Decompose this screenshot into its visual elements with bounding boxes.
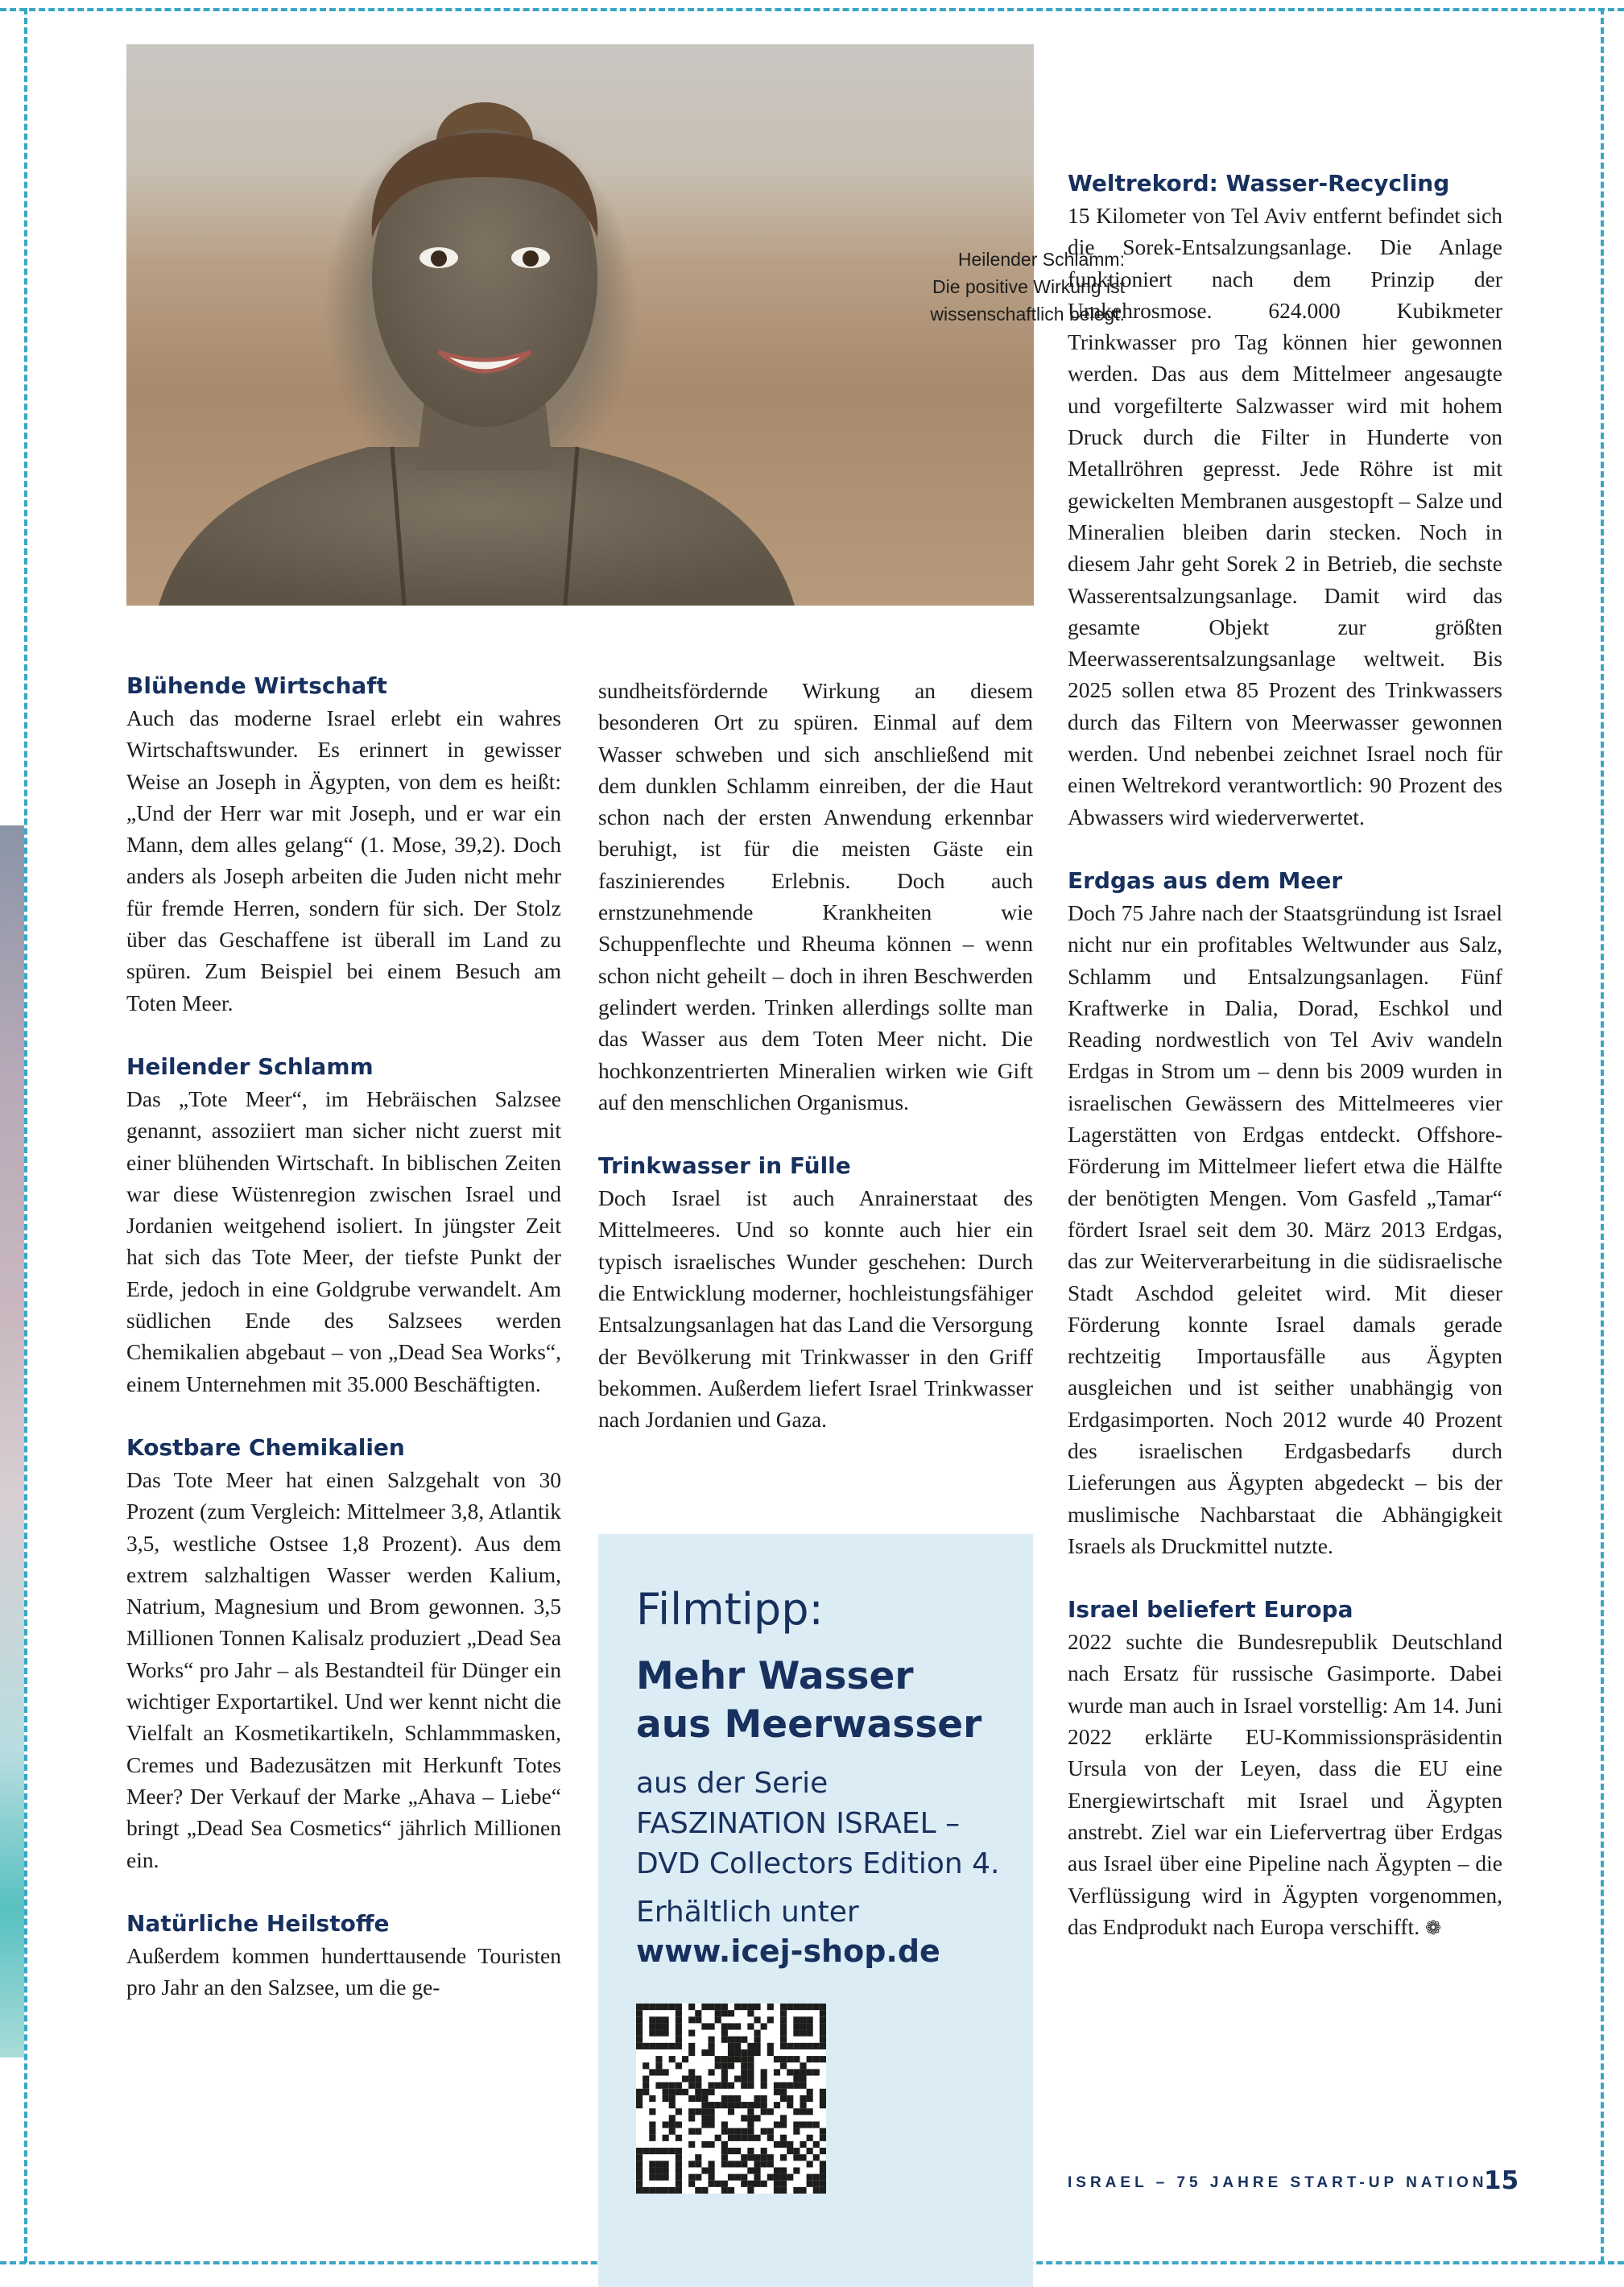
qr-code-graphic <box>636 2004 826 2194</box>
caption-line: Heilender Schlamm: <box>957 249 1125 270</box>
section-heading-israel-beliefert-europa: Israel beliefert Europa <box>1068 1596 1353 1623</box>
film-tip-label: Filmtipp: <box>636 1584 824 1635</box>
section-text: 15 Kilometer von Tel Aviv entfernt befindet sich die Sorek-Entsalzungsanlage. Die Anlage funktioniert nach dem Prinzip der Umkehrosmose. 624.000 Kubikmeter Trinkwasser pro Tag können hier gewonnen werden. Das aus dem Mittelmeer angesaugte und vorgefilterte Salzwasser wird mit hohem Druck durch die Filter in Hunderte von Metallröhren gepresst. Jede Röhre ist mit gewickelten Membranen ausgestopft – Salze und Mineralien bleiben darin stecken. Noch in diesem Jahr geht Sorek 2 in Betrieb, die sechste Wasserentsalzungsanlage. Damit wird das gesamte Objekt zur größten Meerwasserentsalzungsanlage weltweit. Bis 2025 sollen etwa 85 Prozent des Trinkwassers durch das Filtern von Meerwasser gewonnen werden. Und nebenbei zeichnet Israel noch für einen Weltrekord verantwortlich: 90 Prozent des Abwassers wird wiederverwertet. <box>1068 203 1502 829</box>
film-series <box>636 1764 1023 1884</box>
section-heading-weltrekord: Weltrekord: Wasser-Recycling <box>1068 170 1450 196</box>
section-text: Das Tote Meer hat einen Salzgehalt von 30 Prozent (zum Vergleich: Mittelmeer 3,8, Atlantik 3,5, westliche Ostsee 1,8 Prozent). Aus dem extrem salzhaltigen Wasser werden Kalium, Natrium, Magnesium und Brom gewonnen. 3,5 Millionen Tonnen Kalisalz produziert „Dead Sea Works“ pro Jahr – als Bestandteil für Dünger ein wichtiger Exportartikel. Und wer kennt nicht die Vielfalt an Kosmetikartikeln, Schlammmasken, Cremes und Badezusätzen mit Herkunft Totes Meer? Der Verkauf der Marke „Ahava – Liebe“ bringt „Dead Sea Cosmetics“ jährlich Millionen ein. <box>126 1466 561 1872</box>
section-text: Außerdem kommen hunderttausende Touristen pro Jahr an den Salzsee, um die ge- <box>126 1942 561 2000</box>
film-title-line: Mehr Wasser <box>636 1654 914 1698</box>
section-text: Auch das moderne Israel erlebt ein wahres Wirtschaftswunder. Es erinnert in gewisser Weise an Joseph in Ägypten, von dem es heißt: „Und der Herr war mit Joseph, und er war ein Mann, dem alles gelang“ (1. Mose, 39,2). Doch anders als Joseph arbeiten die Juden nicht mehr für fremde Herren, sondern für sich. Der Stolz über das Geschaffene ist überall im Land zu spüren. Zum Beispiel bei einem Besuch am Toten Meer. <box>126 705 561 1015</box>
column-middle <box>598 675 1033 1436</box>
section-text <box>1068 1626 1502 1945</box>
edge-image-strip <box>0 825 24 2057</box>
footer-publication-title: ISRAEL – 75 JAHRE START-UP NATION <box>1068 2174 1488 2191</box>
film-availability: Erhältlich unter <box>636 1896 859 1929</box>
caption-line: wissenschaftlich belegt. <box>930 304 1125 325</box>
section-text: Doch 75 Jahre nach der Staatsgründung ist Israel nicht nur ein profitables Weltwunder aus Salz, Schlamm und Entsalzungsanlagen. Fünf Kraftwerke in Dalia, Dorad, Eschkol und Reading nordwestlich von Tel Aviv wandeln Erdgas in Strom um – denn bis 2009 wurden in israelischen Gewässern des Mittelmeeres vier Lagerstätten von Erdgas entdeckt. Offshore-Förderung im Mittelmeer liefert etwa die Hälfte der benötigten Mengen. Vom Gasfeld „Tamar“ fördert Israel seit dem 30. März 2013 Erdgas, das zur Weiterverarbeitung in die südisraelische Stadt Aschdod geleitet wird. Mit dieser Förderung konnte Israel damals gerade rechtzeitig Importausfälle aus Ägypten ausgleichen und ist seither unabhängig von Erdgasimporten. Noch 2012 wurde 40 Prozent des israelischen Erdgasbedarfs durch Lieferungen aus Ägypten abgedeckt – bis der muslimische Nachbarstaat die Abhängigkeit Israels als Druckmittel nutzte. <box>1068 899 1502 1558</box>
section-heading-erdgas: Erdgas aus dem Meer <box>1068 866 1343 894</box>
section-heading-natuerliche-heilstoffe: Natürliche Heilstoffe <box>126 1909 390 1937</box>
section-text: Doch Israel ist auch Anrainerstaat des Mittelmeeres. Und so konnte auch hier ein typisch israelisches Wunder geschehen: Durch die Entwicklung moderner, hochleistungsfähiger Entsalzungsanlagen hat das Land die Versorgung der Bevölkerung mit Trinkwasser in den Griff bekommen. Außerdem liefert Israel Trinkwasser nach Jordanien und Gaza. <box>598 1185 1033 1433</box>
film-series-line: aus der Serie <box>636 1767 829 1800</box>
film-title <box>636 1652 1023 1749</box>
end-mark-icon: ❁ <box>1424 1917 1442 1939</box>
page-number: 15 <box>1484 2166 1519 2195</box>
section-text-body: 2022 suchte die Bundesrepublik Deutschland nach Ersatz für russische Gasimporte. Dabei wurde man auch in Israel vorstellig: Am 14. Juni 2022 erklärte EU-Kommissionspräsidentin Ursula von der Leyen, dass die EU eine Energiewirtschaft mit Israel und Ägypten anstrebt. Ziel war ein Liefervertrag über Erdgas aus Israel über eine Pipeline nach Ägypten – die Verflüssigung wird in Ägypten vorgenommen, das Endprodukt nach Europa verschifft. <box>1068 1629 1502 1939</box>
film-tip-box <box>598 1534 1033 2287</box>
qr-code[interactable] <box>636 2004 826 2198</box>
column-right <box>1068 167 1502 1945</box>
page-border-right <box>1601 8 1604 2263</box>
section-text: sundheitsfördernde Wirkung an diesem besonderen Ort zu spüren. Einmal auf dem Wasser schweben und sich anschließend mit dem dunklen Schlamm einreiben, der die Haut schon nach der ersten Anwendung erkennbar beruhigt, ist für die meisten Gäste ein faszinierendes Erlebnis. Doch auch ernstzunehmende Krankheiten wie Schuppenflechte und Rheuma können – wenn schon nicht geheilt – doch in ihren Beschwerden gelindert werden. Trinken allerdings sollte man das Wasser aus dem Toten Meer nicht. Die hochkonzentrierten Mineralien wirken wie Gift auf den menschlichen Organismus. <box>598 678 1033 1115</box>
section-heading-kostbare-chemikalien: Kostbare Chemikalien <box>126 1433 405 1461</box>
film-series-line: DVD Collectors Edition 4. <box>636 1847 1000 1880</box>
section-text: Das „Tote Meer“, im Hebräischen Salzsee genannt, assoziiert man sicher nicht zuerst mit einer blühenden Wirtschaft. In biblischen Zeiten war diese Wüstenregion zwischen Israel und Jordanien weitgehend isoliert. In jüngster Zeit hat sich das Tote Meer, der tiefste Punkt der Erde, jedoch in eine Goldgrube verwandelt. Am südlichen Ende des Salzsees werden Chemikalien abgebaut – von „Dead Sea Works“, einem Unternehmen mit 35.000 Beschäftigten. <box>126 1086 561 1396</box>
column-left <box>126 670 561 2003</box>
shop-link[interactable]: www.icej-shop.de <box>636 1933 940 1969</box>
section-heading-heilender-schlamm: Heilender Schlamm <box>126 1053 374 1080</box>
film-title-line: aus Meerwasser <box>636 1702 982 1747</box>
hero-photo <box>126 44 1125 606</box>
section-heading-bluehende-wirtschaft: Blühende Wirtschaft <box>126 672 387 699</box>
page-border-top <box>0 8 1624 11</box>
section-heading-trinkwasser: Trinkwasser in Fülle <box>598 1152 851 1180</box>
film-series-line: FASZINATION ISRAEL – <box>636 1807 961 1840</box>
page-border-left <box>24 8 27 2263</box>
caption-line: Die positive Wirkung ist <box>932 276 1125 297</box>
